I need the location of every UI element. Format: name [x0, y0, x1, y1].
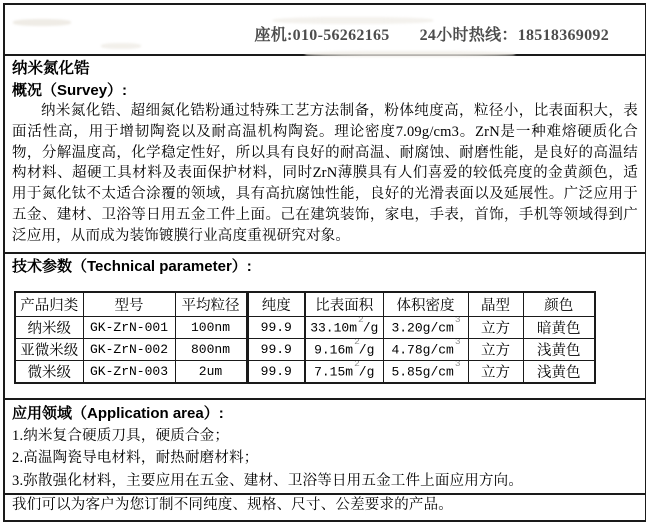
col-header-density: 体积密度	[383, 292, 468, 317]
crystal-cell: 立方	[468, 360, 523, 383]
table-row	[15, 360, 595, 383]
ssa-unit: /g	[358, 364, 375, 380]
spec-table	[14, 291, 596, 384]
watermark-smudge	[101, 43, 141, 49]
model-cell: GK-ZrN-001	[83, 316, 175, 338]
ssa-value: 7.15m	[314, 364, 354, 380]
ssa-unit: /g	[358, 342, 375, 358]
crystal-cell: 立方	[468, 338, 523, 360]
col-header-category: 产品归类	[15, 292, 83, 317]
watermark-smudge	[273, 17, 433, 24]
size-cell: 100nm	[175, 316, 247, 338]
header-bar	[5, 5, 645, 56]
ssa-superscript: 2	[358, 316, 364, 326]
document-page	[3, 3, 646, 522]
size-cell: 2um	[175, 360, 247, 383]
density-cell	[383, 338, 468, 360]
size-cell: 800nm	[175, 338, 247, 360]
density-cell	[383, 316, 468, 338]
application-section	[5, 400, 645, 494]
landline-number: 座机:010-56262165	[254, 27, 390, 44]
density-superscript: 3	[454, 360, 461, 370]
doc-title: 纳米氮化锆	[12, 60, 90, 77]
color-cell: 浅黄色	[523, 338, 595, 360]
hotline-number: 24小时热线：18518369092	[419, 27, 609, 44]
survey-paragraph: 纳米氮化锆、超细氮化锆粉通过特殊工艺方法制备，粉体纯度高，粒径小，比表面积大，表面活性高，用于增韧陶瓷以及耐高温机构陶瓷。理论密度7.09g/cm3。ZrN是一种难熔硬质化合物，分解温度高，化学稳定性好，所以具有良好的耐高温、耐腐蚀、耐磨性能，是良好的高温结构材料、超硬工具材料及表面保护材料，同时ZrN薄膜具有人们喜爱的较低亮度的金黄颜色，适用于氮化钛不太适合涂覆的领域，具有高抗腐蚀性能，良好的光滑表面以及延展性。广泛应用于五金、建材、卫浴等日用五金工件上面。己在建筑装饰，家电，手表，首饰，手机等领域得到广泛应用，从而成为装饰镀膜行业高度重视研究对象。	[12, 103, 638, 244]
ssa-superscript: 2	[354, 338, 360, 348]
col-header-ssa: 比表面积	[305, 292, 383, 317]
table-header-row	[15, 292, 595, 317]
density-cell	[383, 360, 468, 383]
crystal-cell: 立方	[468, 316, 523, 338]
col-header-model: 型号	[83, 292, 175, 317]
col-header-crystal: 晶型	[468, 292, 523, 317]
purity-cell: 99.9	[247, 338, 305, 360]
tech-section	[5, 254, 645, 384]
survey-section	[5, 56, 645, 252]
watermark-smudge	[305, 51, 515, 57]
ssa-cell	[305, 338, 383, 360]
survey-heading: 概况（Survey）:	[12, 82, 128, 99]
density-superscript: 3	[454, 338, 461, 348]
density-value: 4.78g/cm	[391, 342, 454, 358]
watermark-smudge	[13, 19, 71, 26]
category-cell: 纳米级	[15, 316, 83, 338]
ssa-unit: /g	[362, 320, 379, 336]
purity-cell: 99.9	[247, 360, 305, 383]
category-cell: 微米级	[15, 360, 83, 383]
app-item: 1.纳米复合硬质刀具，硬质合金；	[12, 427, 230, 444]
model-cell: GK-ZrN-003	[83, 360, 175, 383]
app-heading: 应用领域（Application area）:	[12, 404, 224, 422]
color-cell: 浅黄色	[523, 360, 595, 383]
color-cell: 暗黄色	[523, 316, 595, 338]
app-item: 3.弥散强化材料，主要应用在五金、建材、卫浴等日用五金工件上面应用方向。	[12, 472, 524, 489]
ssa-value: 9.16m	[314, 342, 354, 358]
col-header-color: 颜色	[523, 292, 595, 317]
ssa-superscript: 2	[354, 360, 360, 370]
footer-note: 我们可以为客户为您订制不同纯度、规格、尺寸、公差要求的产品。	[12, 497, 453, 514]
ssa-cell	[305, 316, 383, 338]
ssa-cell	[305, 360, 383, 383]
ssa-value: 33.10m	[310, 320, 357, 336]
purity-cell: 99.9	[247, 316, 305, 338]
col-header-purity: 纯度	[247, 292, 305, 317]
app-item: 2.高温陶瓷导电材料，耐热耐磨材料；	[12, 450, 259, 467]
model-cell: GK-ZrN-002	[83, 338, 175, 360]
table-row	[15, 338, 595, 360]
col-header-avg-size: 平均粒径	[175, 292, 247, 317]
table-row	[15, 316, 595, 338]
tech-heading: 技术参数（Technical parameter）:	[12, 257, 252, 275]
density-value: 5.85g/cm	[391, 364, 454, 380]
category-cell: 亚微米级	[15, 338, 83, 360]
density-value: 3.20g/cm	[391, 320, 454, 336]
density-superscript: 3	[454, 316, 461, 326]
